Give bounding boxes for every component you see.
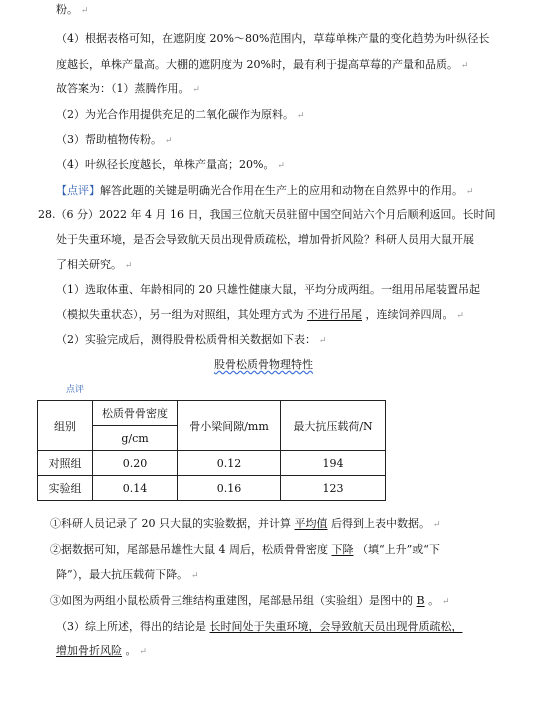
q28-line-1: 28.（6 分）2022 年 4 月 16 日，我国三位航天员驻留中国空间站六个月后顺利返回。长时间 [38,208,496,221]
answer-decrease: 下降 [331,543,354,556]
sub-q2-cont: 降”），最大抗压载荷下降。 ↵ [56,568,199,581]
answer-conclusion-2: 增加骨折风险 [56,644,122,657]
comment-label: 【点评】 [56,184,100,197]
q28-line-4: （1）选取体重、年龄相同的 20 只雄性健康大鼠，平均分成两组。一组用吊尾装置吊起 [56,283,480,296]
doc-line-4: 故答案为：（1）蒸腾作用。 ↵ [56,82,200,95]
table-row [38,451,386,476]
sub-q3: ③如图为两组小鼠松质骨三维结构重建图，尾部悬吊组（实验组）是图中的 B 。 ↵ [50,594,450,607]
table-title: 股骨松质骨物理特性 [214,358,313,371]
conclusion-line-1: （3）综上所述，得出的结论是 长时间处于失重环境，会导致航天员出现骨质疏松， [56,620,463,633]
table-header-row [38,401,386,426]
cell-gap-experiment: 0.16 [178,476,281,501]
q28-line-3: 了相关研究。 ↵ [56,258,133,271]
header-density: 松质骨骨密度 [93,401,178,426]
answer-average: 平均值 [294,517,328,530]
row-label-control: 对照组 [38,451,93,476]
cell-load-control: 194 [281,451,386,476]
table-row [38,476,386,501]
bone-data-table [37,400,386,501]
sub-q1: ①科研人员记录了 20 只大鼠的实验数据，并计算 平均值 后得到上表中数据。 ↵ [50,517,441,530]
sub-q2: ②据数据可知，尾部悬吊雄性大鼠 4 周后，松质骨骨密度 下降 （填“上升”或“下 [50,543,440,556]
cell-density-control: 0.20 [93,451,178,476]
answer-no-suspension: 不进行吊尾 [307,308,362,321]
q28-line-6: （2）实验完成后，测得股骨松质骨相关数据如下表： ↵ [56,333,327,346]
row-label-experiment: 实验组 [38,476,93,501]
conclusion-line-2: 增加骨折风险 。 ↵ [56,644,147,657]
header-load: 最大抗压载荷/N [281,401,386,451]
answer-conclusion-1: 长时间处于失重环境，会导致航天员出现骨质疏松， [209,620,463,633]
header-density-unit: g/cm [93,426,178,451]
doc-line-3: 度越长，单株产量高。大棚的遮阴度为 20%时，最有利于提高草莓的产量和品质。 ↵ [56,58,469,71]
cell-density-experiment: 0.14 [93,476,178,501]
doc-line-5: （2）为光合作用提供充足的二氧化碳作为原料。 ↵ [56,108,305,121]
doc-line-7: （4）叶纵径长度越长，单株产量高；20%。 ↵ [56,158,285,171]
cell-load-experiment: 123 [281,476,386,501]
doc-line-1: 粉。 ↵ [56,3,89,16]
small-comment-mark: 点评 [66,385,85,395]
answer-b: B [416,594,425,607]
doc-line-2: （4）根据表格可知，在遮阴度 20%～80%范围内，草莓单株产量的变化趋势为叶纵径长 [56,32,490,45]
comment-line: 【点评】解答此题的关键是明确光合作用在生产上的应用和动物在自然界中的作用。 ↵ [56,184,474,197]
q28-line-5: （模拟失重状态），另一组为对照组，其处理方式为 不进行吊尾 ，连续饲养四周。 ↵ [56,308,464,321]
cell-gap-control: 0.12 [178,451,281,476]
header-group: 组别 [38,401,93,451]
q28-line-2: 处于失重环境，是否会导致航天员出现骨质疏松，增加骨折风险？科研人员用大鼠开展 [56,233,474,246]
header-gap: 骨小梁间隙/mm [178,401,281,451]
doc-line-6: （3）帮助植物传粉。 ↵ [56,133,173,146]
